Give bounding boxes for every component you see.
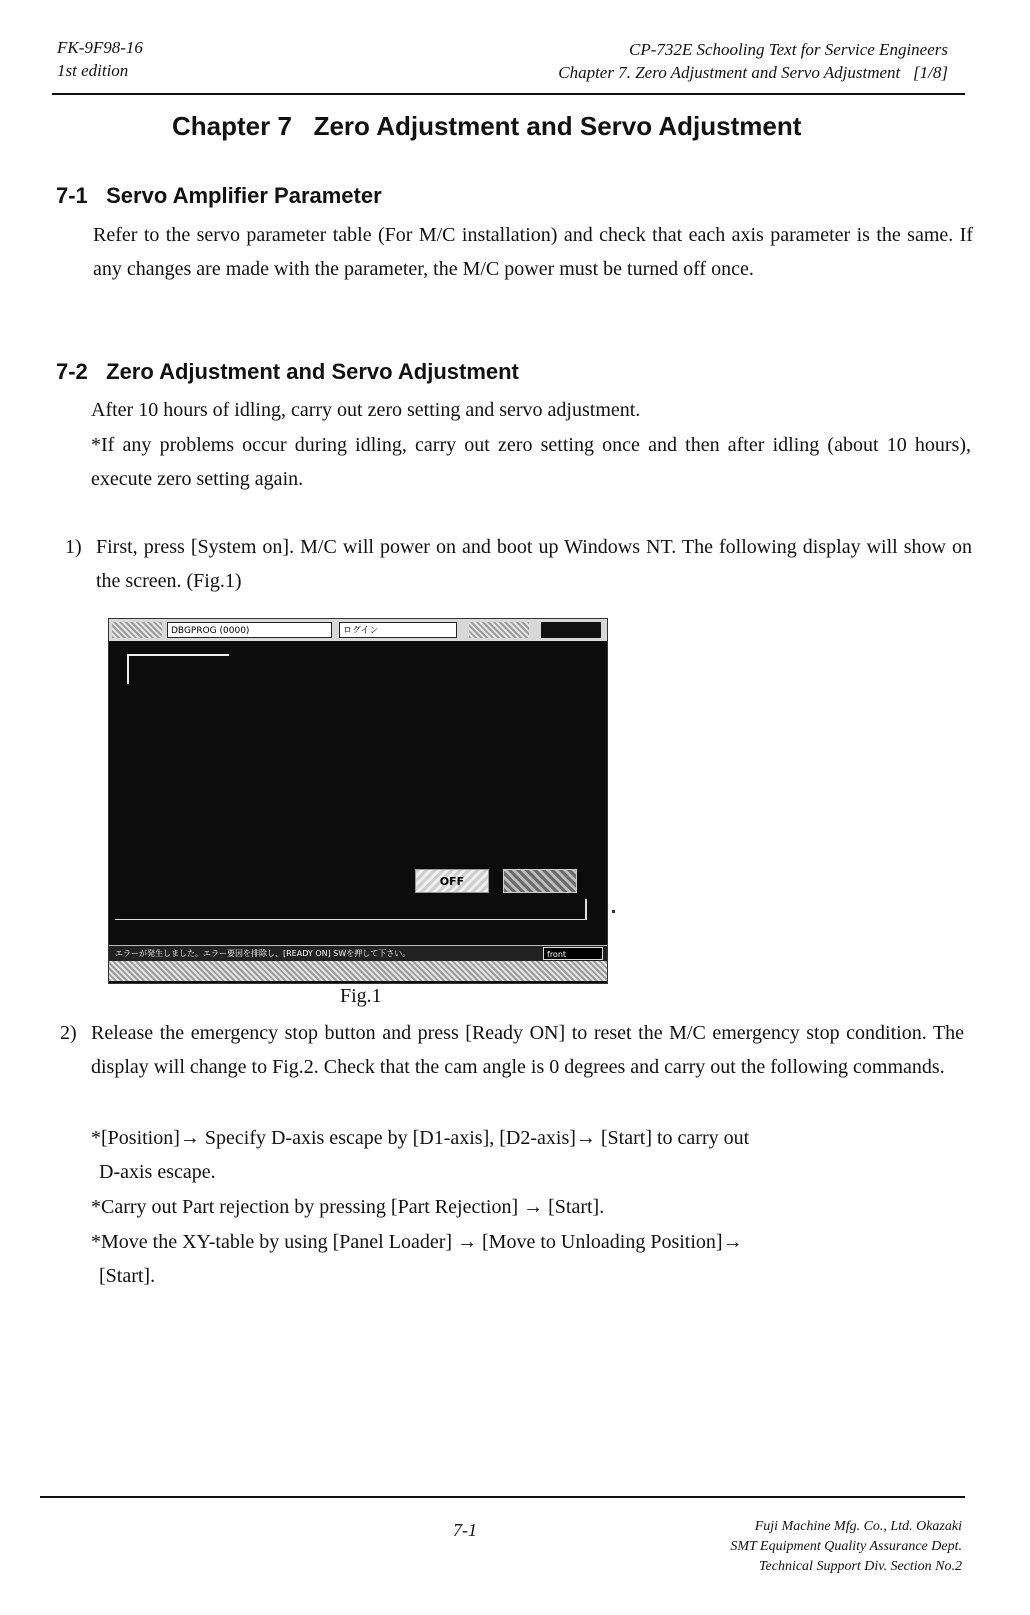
- screen-bottom-noise: [109, 961, 607, 981]
- step2-text: Release the emergency stop button and press [Ready ON] to reset the M/C emergency stop condition. The display will change to Fig.2. Check that the cam angle is 0 degrees and carry out the following commands.: [91, 1022, 964, 1078]
- footer-rule: [40, 1496, 965, 1498]
- section-7-2-line1: After 10 hours of idling, carry out zero setting and servo adjustment.: [91, 399, 641, 421]
- section-heading-7-1: 7-1 Servo Amplifier Parameter: [56, 183, 382, 208]
- step2-number: 2): [60, 1022, 77, 1044]
- screen-panel-corner: [127, 654, 229, 684]
- on-button[interactable]: [503, 869, 577, 893]
- footer-company: Fuji Machine Mfg. Co., Ltd. Okazaki: [754, 1519, 962, 1534]
- edition: 1st edition: [57, 61, 129, 80]
- error-message-bar: [109, 945, 607, 962]
- login-field: ログイン: [339, 622, 457, 638]
- screen-title-noise: [112, 622, 162, 638]
- chapter-reference: Chapter 7. Zero Adjustment and Servo Adjustment [1/8]: [558, 63, 948, 82]
- screen-input-line: [115, 899, 587, 920]
- front-indicator: front: [543, 947, 603, 960]
- screen-status-box: [541, 622, 601, 638]
- doc-title: CP-732E Schooling Text for Service Engineers: [628, 40, 948, 59]
- figure1-caption: Fig.1: [340, 985, 382, 1007]
- page-number: 7-1: [453, 1520, 477, 1540]
- step2-bullet2: *Carry out Part rejection by pressing [Part Rejection] → [Start].: [91, 1196, 605, 1218]
- step2-bullet1-line2: D-axis escape.: [99, 1161, 216, 1183]
- section-heading-7-2: 7-2 Zero Adjustment and Servo Adjustment: [56, 359, 519, 384]
- program-field: DBGPROG (0000): [167, 622, 332, 638]
- step2-bullet3-line1: *Move the XY-table by using [Panel Loader] → [Move to Unloading Position]→: [91, 1231, 743, 1253]
- footer-department: SMT Equipment Quality Assurance Dept.: [730, 1539, 962, 1554]
- figure1-screen: [108, 618, 608, 984]
- step2-bullet3-line2: [Start].: [99, 1265, 156, 1287]
- section-7-1-text: Refer to the servo parameter table (For M/C installation) and check that each axis parameter is the same. If any changes are made with the parameter, the M/C power must be turned off once.: [93, 224, 973, 280]
- off-button[interactable]: [415, 869, 489, 893]
- chapter-title: Chapter 7 Zero Adjustment and Servo Adjustment: [172, 111, 802, 141]
- step1-number: 1): [65, 536, 82, 558]
- screen-title-bar: [109, 619, 607, 641]
- screen-status-noise: [469, 622, 529, 638]
- footer-division: Technical Support Div. Section No.2: [759, 1559, 962, 1574]
- section-7-2-note: *If any problems occur during idling, carry out zero setting once and then after idling (about 10 hours), execute zero setting again.: [91, 434, 971, 490]
- off-button-label: OFF: [439, 875, 465, 888]
- doc-code: FK-9F98-16: [57, 38, 143, 57]
- header-rule: [52, 93, 965, 95]
- step1-text: First, press [System on]. M/C will power on and boot up Windows NT. The following display will show on the screen. (Fig.1): [96, 536, 972, 592]
- step2-bullet1-line1: *[Position]→ Specify D-axis escape by [D1-axis], [D2-axis]→ [Start] to carry out: [91, 1127, 750, 1149]
- screen-edge-mark: [612, 910, 615, 913]
- error-message: エラーが発生しました。エラー要因を排除し、[READY ON] SWを押して下さい。: [115, 949, 411, 958]
